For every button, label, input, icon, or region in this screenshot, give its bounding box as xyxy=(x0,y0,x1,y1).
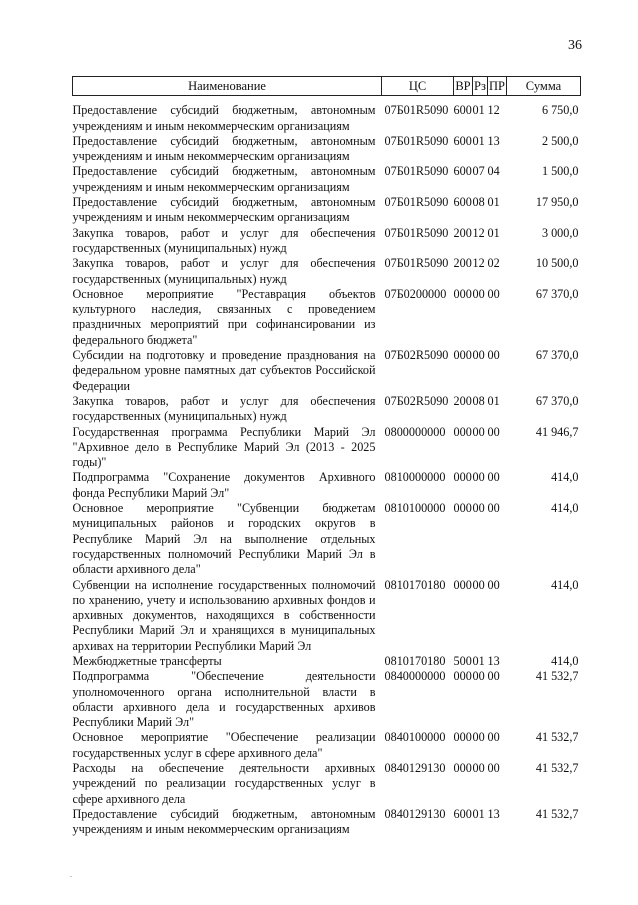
cell-name: Основное мероприятие "Субвенции бюджетам муниципальных районов и городских округов в Республике Марий Эл на выполнение отдельных государственных полномочий Республики Марий Эл в области архивного дела" xyxy=(72,501,376,577)
cell-sum: 10 500,0 xyxy=(535,256,579,271)
cell-rz: 00 xyxy=(472,348,485,363)
cell-cs: 07Б02R5090 xyxy=(384,393,449,408)
cell-vr: 000 xyxy=(453,348,472,363)
cell-cs: 07Б0200000 xyxy=(384,286,447,301)
table-row xyxy=(73,425,581,471)
cell-vr: 000 xyxy=(453,286,472,301)
cell-cs: 0800000000 xyxy=(384,424,446,439)
cell-name: Предоставление субсидий бюджетным, автономным учреждениям и иным некоммерческим организациям xyxy=(72,164,376,194)
cell-name: Межбюджетные трансферты xyxy=(72,653,222,668)
cell-sum: 41 532,7 xyxy=(535,806,579,821)
table-row xyxy=(73,134,581,165)
cell-vr: 600 xyxy=(453,164,472,179)
cell-sum: 414,0 xyxy=(551,501,579,516)
table-row xyxy=(73,287,581,348)
cell-vr: 000 xyxy=(453,761,472,776)
cell-pr: 00 xyxy=(487,501,500,516)
cell-rz: 07 xyxy=(472,164,485,179)
cell-vr: 600 xyxy=(453,133,472,148)
table-row xyxy=(73,578,581,654)
table-row xyxy=(73,470,581,501)
cell-pr: 00 xyxy=(487,761,500,776)
table-row xyxy=(73,730,581,761)
cell-sum: 414,0 xyxy=(551,470,579,485)
cell-sum: 67 370,0 xyxy=(535,348,579,363)
cell-vr: 200 xyxy=(453,256,472,271)
cell-sum: 414,0 xyxy=(551,653,579,668)
cell-pr: 12 xyxy=(487,103,500,118)
table-row xyxy=(73,807,581,838)
cell-sum: 3 000,0 xyxy=(541,225,579,240)
cell-rz: 00 xyxy=(472,669,485,684)
cell-vr: 600 xyxy=(453,195,472,210)
cell-name: Государственная программа Республики Марий Эл "Архивное дело в Республике Марий Эл (2013 - 2025 годы)" xyxy=(72,424,376,470)
cell-cs: 07Б01R5090 xyxy=(384,256,449,271)
cell-name: Закупка товаров, работ и услуг для обеспечения государственных (муниципальных) нужд xyxy=(72,225,376,255)
cell-name: Расходы на обеспечение деятельности архивных учреждений по реализации государственных услуг в сфере архивного дела xyxy=(72,761,376,806)
cell-rz: 01 xyxy=(472,653,485,668)
cell-rz: 08 xyxy=(472,393,485,408)
cell-pr: 02 xyxy=(487,256,500,271)
cell-sum: 41 946,7 xyxy=(535,424,579,439)
cell-pr: 13 xyxy=(487,653,500,668)
cell-cs: 0840129130 xyxy=(384,806,446,821)
cell-sum: 414,0 xyxy=(551,577,579,592)
cell-vr: 000 xyxy=(453,424,472,439)
cell-vr: 600 xyxy=(453,806,472,821)
cell-name: Подпрограмма "Сохранение документов Архивного фонда Республики Марий Эл" xyxy=(72,470,376,500)
cell-name: Предоставление субсидий бюджетным, автономным учреждениям и иным некоммерческим организациям xyxy=(72,103,376,133)
table-row xyxy=(73,761,581,807)
cell-vr: 500 xyxy=(453,653,472,668)
cell-rz: 08 xyxy=(472,195,485,210)
cell-cs: 07Б02R5090 xyxy=(384,348,449,363)
cell-cs: 07Б01R5090 xyxy=(384,103,449,118)
cell-name: Закупка товаров, работ и услуг для обеспечения государственных (муниципальных) нужд xyxy=(72,256,376,286)
cell-pr: 01 xyxy=(487,195,500,210)
cell-cs: 0810100000 xyxy=(384,501,446,516)
table-row xyxy=(73,348,581,394)
cell-pr: 00 xyxy=(487,730,500,745)
cell-sum: 41 532,7 xyxy=(535,730,579,745)
cell-rz: 01 xyxy=(472,133,485,148)
cell-name: Закупка товаров, работ и услуг для обеспечения государственных (муниципальных) нужд xyxy=(72,393,376,424)
cell-pr: 13 xyxy=(487,806,500,821)
cell-rz: 00 xyxy=(472,424,485,439)
cell-cs: 07Б01R5090 xyxy=(384,225,449,240)
cell-sum: 1 500,0 xyxy=(541,164,579,179)
cell-rz: 00 xyxy=(472,286,485,301)
cell-name: Субсидии на подготовку и проведение празднования на федеральном уровне памятных дат субъектов Российской Федерации xyxy=(72,348,376,393)
cell-sum: 41 532,7 xyxy=(535,761,579,776)
cell-pr: 01 xyxy=(487,225,500,240)
table-row xyxy=(73,195,581,226)
table-row xyxy=(73,164,581,195)
cell-rz: 00 xyxy=(472,577,485,592)
cell-cs: 0840129130 xyxy=(384,761,446,776)
table-row xyxy=(73,96,581,134)
table-body xyxy=(73,96,581,838)
cell-name: Основное мероприятие "Обеспечение реализации государственных услуг в сфере архивного дела" xyxy=(72,730,376,760)
budget-table xyxy=(72,76,581,838)
cell-pr: 00 xyxy=(487,577,500,592)
cell-pr: 13 xyxy=(487,133,500,148)
cell-cs: 07Б01R5090 xyxy=(384,195,449,210)
table-row xyxy=(73,669,581,730)
cell-cs: 0810170180 xyxy=(384,577,446,592)
column-header-rz: Рз xyxy=(473,77,488,96)
cell-vr: 600 xyxy=(453,103,472,118)
table-header xyxy=(73,77,581,96)
table-row xyxy=(73,654,581,669)
cell-pr: 00 xyxy=(487,286,500,301)
cell-name: Основное мероприятие "Реставрация объектов культурного наследия, связанных с проведением праздничных мероприятий при софинансировании из федерального бюджета" xyxy=(72,286,376,347)
cell-vr: 000 xyxy=(453,470,472,485)
cell-vr: 200 xyxy=(453,393,472,408)
cell-pr: 00 xyxy=(487,470,500,485)
table-row xyxy=(73,256,581,287)
table-row xyxy=(73,394,581,425)
cell-sum: 17 950,0 xyxy=(535,195,579,210)
table-row xyxy=(73,501,581,577)
column-header-sum: Сумма xyxy=(507,77,581,96)
cell-rz: 00 xyxy=(472,761,485,776)
cell-vr: 000 xyxy=(453,669,472,684)
cell-cs: 07Б01R5090 xyxy=(384,164,449,179)
cell-rz: 12 xyxy=(472,225,485,240)
cell-cs: 0840000000 xyxy=(384,669,446,684)
cell-cs: 07Б01R5090 xyxy=(384,133,449,148)
cell-name: Субвенции на исполнение государственных полномочий по хранению, учету и использованию архивных фондов и архивных документов, находящихся в собственности Республики Марий Эл и хранящихся в муниципальных архивах на территории Республики Марий Эл xyxy=(72,577,376,653)
cell-cs: 0840100000 xyxy=(384,730,446,745)
cell-pr: 00 xyxy=(487,669,500,684)
cell-vr: 200 xyxy=(453,225,472,240)
cell-sum: 6 750,0 xyxy=(541,103,579,118)
cell-vr: 000 xyxy=(453,577,472,592)
cell-rz: 00 xyxy=(472,501,485,516)
cell-name: Предоставление субсидий бюджетным, автономным учреждениям и иным некоммерческим организациям xyxy=(72,806,376,837)
column-header-vr: ВР xyxy=(454,77,473,96)
column-header-pr: ПР xyxy=(488,77,507,96)
cell-pr: 01 xyxy=(487,393,500,408)
cell-rz: 00 xyxy=(472,470,485,485)
cell-rz: 00 xyxy=(472,730,485,745)
cell-rz: 01 xyxy=(472,806,485,821)
cell-name: Предоставление субсидий бюджетным, автономным учреждениям и иным некоммерческим организациям xyxy=(72,133,376,164)
cell-sum: 67 370,0 xyxy=(535,286,579,301)
column-header-name: Наименование xyxy=(73,77,382,96)
cell-cs: 0810170180 xyxy=(384,653,446,668)
cell-pr: 00 xyxy=(487,424,500,439)
page-number: 36 xyxy=(568,38,582,53)
cell-pr: 04 xyxy=(487,164,500,179)
cell-sum: 41 532,7 xyxy=(535,669,579,684)
cell-rz: 01 xyxy=(472,103,485,118)
cell-sum: 2 500,0 xyxy=(541,133,579,148)
cell-sum: 67 370,0 xyxy=(535,393,579,408)
cell-vr: 000 xyxy=(453,730,472,745)
cell-vr: 000 xyxy=(453,501,472,516)
cell-pr: 00 xyxy=(487,348,500,363)
scan-speck xyxy=(70,876,72,877)
cell-cs: 0810000000 xyxy=(384,470,446,485)
cell-name: Предоставление субсидий бюджетным, автономным учреждениям и иным некоммерческим организациям xyxy=(72,195,376,225)
table-row xyxy=(73,226,581,257)
column-header-cs: ЦС xyxy=(382,77,454,96)
cell-rz: 12 xyxy=(472,256,485,271)
cell-name: Подпрограмма "Обеспечение деятельности уполномоченного органа исполнительной власти в области архивного дела и государственных архивов Республики Марий Эл" xyxy=(72,669,376,730)
